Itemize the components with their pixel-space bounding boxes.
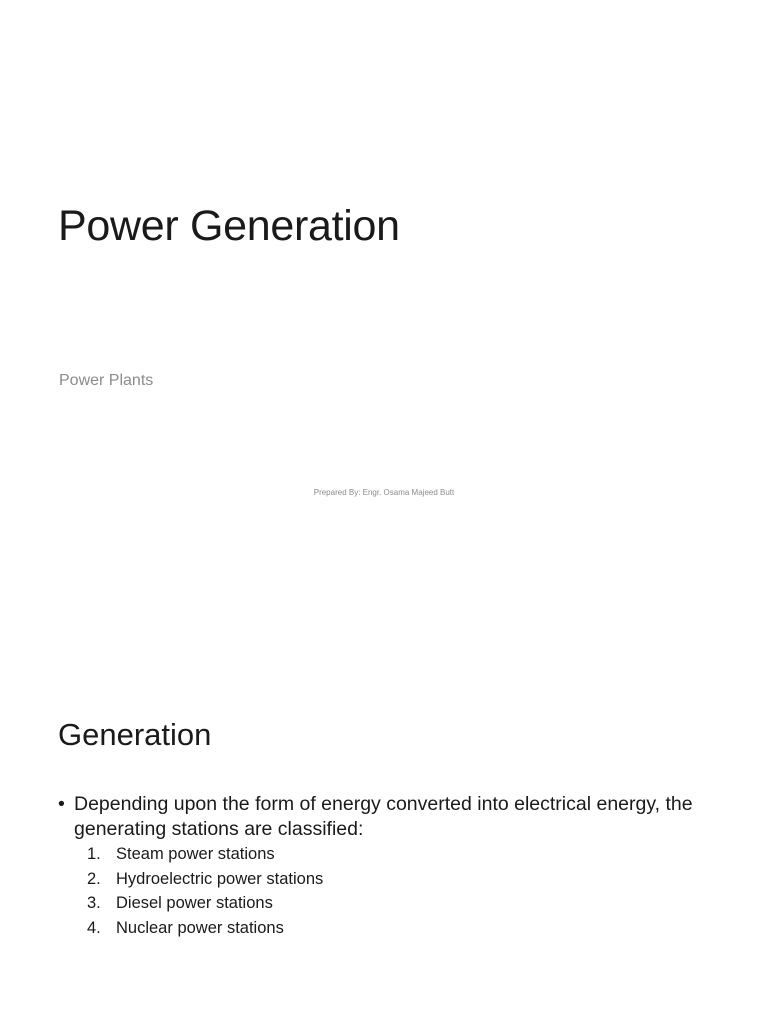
author-credit: Prepared By: Engr. Osama Majeed Butt — [313, 488, 455, 497]
list-item — [87, 891, 323, 916]
slide-heading: Generation — [58, 717, 212, 752]
bullet-text: Depending upon the form of energy converted into electrical energy, the generating stations are classified: — [74, 793, 693, 840]
list-item-label: Hydroelectric power stations — [116, 869, 324, 888]
station-list — [87, 842, 323, 941]
slide-title: Power Generation — [58, 202, 400, 250]
list-item-label: Steam power stations — [116, 845, 275, 863]
bullet-point — [58, 792, 738, 842]
list-item — [87, 867, 323, 892]
slide-subtitle: Power Plants — [59, 372, 154, 389]
list-item-label: Diesel power stations — [116, 894, 273, 913]
list-item-number: 3. — [87, 894, 101, 913]
list-item-label: Nuclear power stations — [116, 919, 284, 938]
content-slide — [0, 576, 768, 1024]
list-item-number: 4. — [87, 919, 101, 938]
list-item — [87, 916, 323, 941]
list-item-number: 1. — [87, 845, 101, 863]
bullet-marker: • — [58, 793, 65, 815]
list-item — [87, 842, 323, 867]
list-item-number: 2. — [87, 869, 101, 888]
